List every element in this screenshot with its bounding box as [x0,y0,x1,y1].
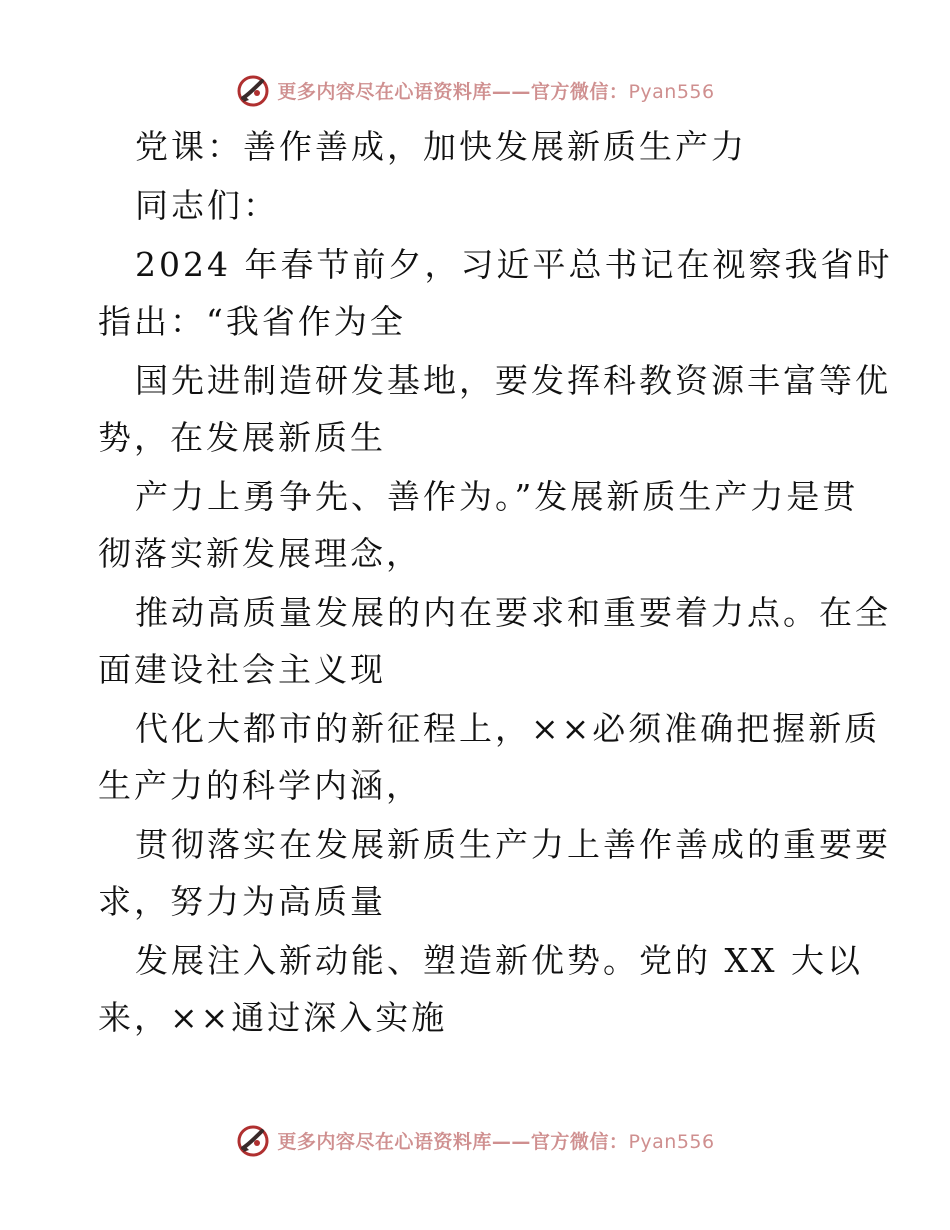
paragraph-line: 面建设社会主义现 [98,650,386,689]
watermark-main: 更多内容尽在心语资料库 [277,1130,492,1153]
paragraph-line: 势，在发展新质生 [98,418,386,457]
paragraph-line: 生产力的科学内涵， [98,766,422,805]
watermark-id: Pyan556 [628,80,715,103]
paragraph-line: 推动高质量发展的内在要求和重要着力点。在全 [135,593,891,632]
watermark-tail: 官方微信： [530,1130,629,1153]
footer-watermark [0,1120,950,1160]
watermark-sep: —— [491,80,531,103]
paragraph-line: 2024 年春节前夕，习近平总书记在视察我省时 [135,245,893,284]
watermark-text [277,1127,714,1154]
paragraph-line: 产力上勇争先、善作为。”发展新质生产力是贯 [135,477,859,516]
paragraph-line: 代化大都市的新征程上，××必须准确把握新质 [135,709,881,748]
pen-seal-icon [235,72,271,108]
paragraph-line: 彻落实新发展理念， [98,534,422,573]
watermark-tail: 官方微信： [530,80,629,103]
watermark-sep: —— [491,1130,531,1153]
salutation: 同志们： [135,186,279,225]
paragraph-line: 指出：“我省作为全 [98,302,406,341]
document-title: 党课：善作善成，加快发展新质生产力 [135,127,747,166]
paragraph-line: 国先进制造研发基地，要发挥科教资源丰富等优 [135,361,891,400]
paragraph-line: 求，努力为高质量 [98,882,386,921]
header-watermark [0,70,950,110]
watermark-main: 更多内容尽在心语资料库 [277,80,492,103]
watermark-text [277,77,714,104]
pen-seal-icon [235,1122,271,1158]
paragraph-line: 发展注入新动能、塑造新优势。党的 XX 大以 [135,941,863,980]
paragraph-line: 贯彻落实在发展新质生产力上善作善成的重要要 [135,825,891,864]
watermark-id: Pyan556 [628,1130,715,1153]
paragraph-line: 来，××通过深入实施 [98,998,448,1037]
